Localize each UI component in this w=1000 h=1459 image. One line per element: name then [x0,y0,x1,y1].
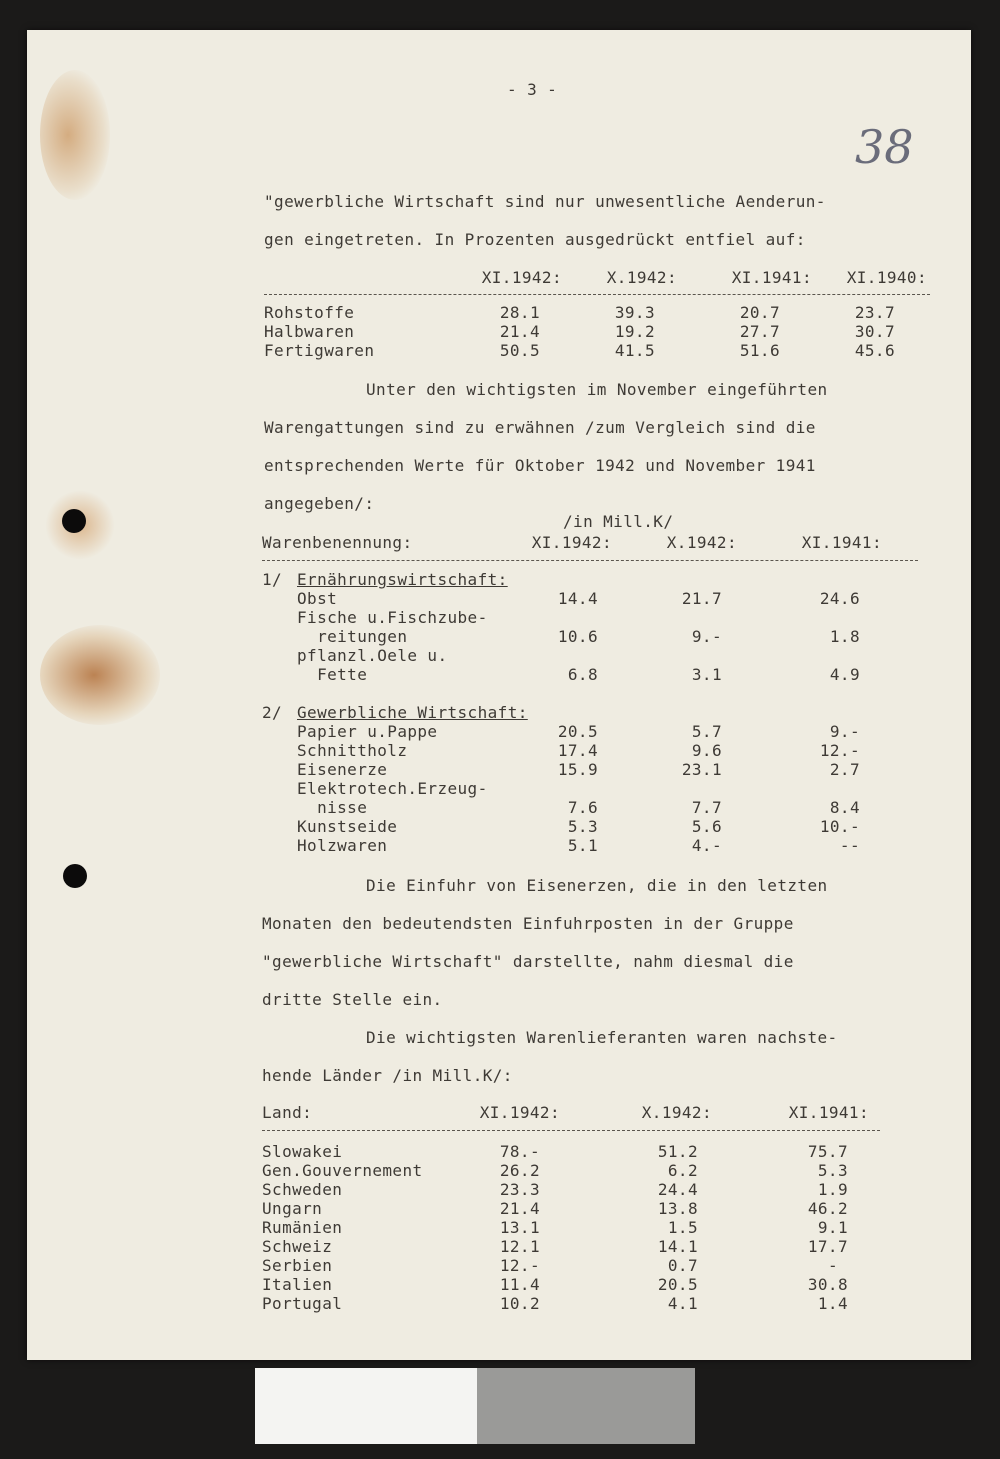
table2-row-label: Fische u.Fischzube- [297,608,488,627]
intro-line-1: "gewerbliche Wirtschaft sind nur unwesentliche Aenderun- [264,192,826,211]
table1-cell: 41.5 [614,341,655,360]
table2-cell: 17.4 [557,741,598,760]
table1-cell: 19.2 [614,322,655,341]
table3-cell: 13.1 [499,1218,540,1237]
table2-cell: 1.8 [829,627,860,646]
punch-hole-bottom [63,864,87,888]
table3-cell: 0.7 [667,1256,698,1275]
table2-cell: 10.6 [557,627,598,646]
table3-row-label: Schweiz [262,1237,333,1256]
table3-cell: 21.4 [499,1199,540,1218]
table2-header-xi1941: XI.1941: [801,533,882,552]
table2-cell: 15.9 [557,760,598,779]
table3-cell: - [827,1256,838,1275]
table3-header-xi1942: XI.1942: [479,1103,560,1122]
para2-line-2: Warengattungen sind zu erwähnen /zum Vergleich sind die [264,418,816,437]
table2-cell: 5.6 [691,817,722,836]
table2-row-label: Eisenerze [297,760,388,779]
table2-cell: 7.6 [567,798,598,817]
table1-rule [264,294,930,295]
table2-row-label: Holzwaren [297,836,388,855]
table2-row-label: Schnittholz [297,741,408,760]
group2-title: Gewerbliche Wirtschaft: [297,703,528,722]
table3-row-label: Portugal [262,1294,343,1313]
table2-unit: /in Mill.K/ [563,512,674,531]
table3-row-label: Schweden [262,1180,343,1199]
table1-cell: 39.3 [614,303,655,322]
table2-row-label: Papier u.Pappe [297,722,438,741]
table2-row-label: reitungen [297,627,408,646]
table3-cell: 26.2 [499,1161,540,1180]
table3-cell: 11.4 [499,1275,540,1294]
table3-cell: 30.8 [807,1275,848,1294]
table1-cell: 23.7 [854,303,895,322]
table1-header-xi1941: XI.1941: [731,268,812,287]
table1-cell: 20.7 [739,303,780,322]
table3-header-x1942: X.1942: [641,1103,712,1122]
table2-rule [262,560,918,561]
table2-cell: 20.5 [557,722,598,741]
intro-line-2: gen eingetreten. In Prozenten ausgedrückt entfiel auf: [264,230,806,249]
table2-row-label: Kunstseide [297,817,398,836]
table1-cell: 50.5 [499,341,540,360]
table3-cell: 23.3 [499,1180,540,1199]
table3-cell: 10.2 [499,1294,540,1313]
table3-cell: 9.1 [817,1218,848,1237]
table2-cell: 9.- [829,722,860,741]
table3-cell: 1.5 [667,1218,698,1237]
table3-cell: 17.7 [807,1237,848,1256]
para4-line-1: Die wichtigsten Warenlieferanten waren nachste- [366,1028,838,1047]
para3-line-1: Die Einfuhr von Eisenerzen, die in den letzten [366,876,828,895]
table3-cell: 1.4 [817,1294,848,1313]
table3-row-label: Italien [262,1275,333,1294]
table1-cell: 51.6 [739,341,780,360]
table3-cell: 5.3 [817,1161,848,1180]
table2-header-x1942: X.1942: [666,533,737,552]
table1-header-xi1942: XI.1942: [481,268,562,287]
para3-line-4: dritte Stelle ein. [262,990,443,1009]
para2-line-4: angegeben/: [264,494,375,513]
group1-title: Ernährungswirtschaft: [297,570,508,589]
table3-cell: 46.2 [807,1199,848,1218]
para3-line-2: Monaten den bedeutendsten Einfuhrposten in der Gruppe [262,914,794,933]
table2-cell: 4.9 [829,665,860,684]
table1-row-label: Rohstoffe [264,303,355,322]
table3-cell: 14.1 [657,1237,698,1256]
table2-row-label: Elektrotech.Erzeug- [297,779,488,798]
table2-cell: 12.- [819,741,860,760]
table1-cell: 27.7 [739,322,780,341]
table2-cell: 9.6 [691,741,722,760]
table2-row-label: nisse [297,798,368,817]
table2-cell: 10.- [819,817,860,836]
table2-row-label: pflanzl.Oele u. [297,646,448,665]
calibration-white-patch [255,1368,477,1444]
table2-cell: 9.- [691,627,722,646]
burn-stain-middle [40,625,160,725]
table2-cell: 5.3 [567,817,598,836]
para3-line-3: "gewerbliche Wirtschaft" darstellte, nahm diesmal die [262,952,794,971]
table2-cell: 24.6 [819,589,860,608]
table3-row-label: Serbien [262,1256,333,1275]
table2-header-xi1942: XI.1942: [531,533,612,552]
table2-row-label: Fette [297,665,368,684]
table1-cell: 30.7 [854,322,895,341]
table3-cell: 1.9 [817,1180,848,1199]
table3-header-label: Land: [262,1103,313,1122]
group1-number: 1/ [262,570,283,589]
table2-cell: 21.7 [681,589,722,608]
para4-line-2: hende Länder /in Mill.K/: [262,1066,513,1085]
table3-cell: 12.1 [499,1237,540,1256]
para2-line-1: Unter den wichtigsten im November eingeführten [366,380,828,399]
table3-cell: 51.2 [657,1142,698,1161]
table2-cell: 2.7 [829,760,860,779]
table2-cell: 5.1 [567,836,598,855]
table3-cell: 6.2 [667,1161,698,1180]
table2-header-label: Warenbenennung: [262,533,413,552]
table1-header-xi1940: XI.1940: [846,268,927,287]
table1-cell: 21.4 [499,322,540,341]
handwritten-number: 38 [855,120,914,174]
table2-cell: -- [839,836,860,855]
table1-header-x1942: X.1942: [606,268,677,287]
para2-line-3: entsprechenden Werte für Oktober 1942 und November 1941 [264,456,816,475]
calibration-gray-patch [477,1368,695,1444]
table2-cell: 7.7 [691,798,722,817]
table3-cell: 4.1 [667,1294,698,1313]
table3-cell: 78.- [499,1142,540,1161]
table3-cell: 20.5 [657,1275,698,1294]
table2-cell: 23.1 [681,760,722,779]
table3-header-xi1941: XI.1941: [788,1103,869,1122]
table2-cell: 14.4 [557,589,598,608]
table3-cell: 13.8 [657,1199,698,1218]
table3-row-label: Rumänien [262,1218,343,1237]
page-number: - 3 - [507,80,558,99]
punch-hole-top [62,509,86,533]
table3-row-label: Ungarn [262,1199,323,1218]
table2-row-label: Obst [297,589,338,608]
table1-row-label: Halbwaren [264,322,355,341]
table3-rule [262,1130,880,1131]
table3-row-label: Gen.Gouvernement [262,1161,423,1180]
table2-cell: 4.- [691,836,722,855]
table1-row-label: Fertigwaren [264,341,375,360]
table2-cell: 5.7 [691,722,722,741]
group2-number: 2/ [262,703,283,722]
burn-stain-top [40,70,110,200]
table3-row-label: Slowakei [262,1142,343,1161]
table3-cell: 24.4 [657,1180,698,1199]
table3-cell: 75.7 [807,1142,848,1161]
table2-cell: 8.4 [829,798,860,817]
table3-cell: 12.- [499,1256,540,1275]
table1-cell: 45.6 [854,341,895,360]
table1-cell: 28.1 [499,303,540,322]
table2-cell: 3.1 [691,665,722,684]
table2-cell: 6.8 [567,665,598,684]
